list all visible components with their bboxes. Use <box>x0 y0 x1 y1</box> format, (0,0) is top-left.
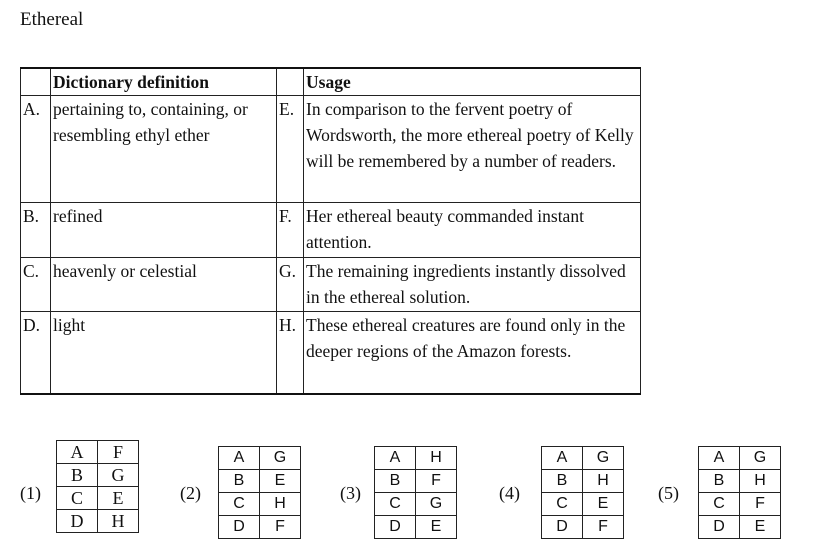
option-4-grid[interactable] <box>541 446 624 539</box>
grid-cell: A <box>375 447 416 470</box>
header-definition: Dictionary definition <box>51 68 277 96</box>
grid-cell: A <box>699 447 740 470</box>
row-letter: D. <box>21 312 51 394</box>
grid-cell: H <box>416 447 457 470</box>
row-usage: These ethereal creatures are found only in the deeper regions of the Amazon forests. <box>304 312 641 394</box>
grid-cell: A <box>542 447 583 470</box>
grid-cell: B <box>57 464 98 487</box>
row-letter: A. <box>21 96 51 203</box>
grid-cell: C <box>542 493 583 516</box>
table-row <box>21 96 641 203</box>
grid-cell: D <box>699 516 740 539</box>
grid-cell: B <box>375 470 416 493</box>
grid-cell: F <box>740 493 781 516</box>
row-usage: In comparison to the fervent poetry of Wordsworth, the more ethereal poetry of Kelly will be remembered by a number of readers. <box>304 96 641 203</box>
row-usage: Her ethereal beauty commanded instant attention. <box>304 203 641 258</box>
option-1-label: (1) <box>20 483 41 503</box>
grid-cell: H <box>583 470 624 493</box>
grid-cell: B <box>219 470 260 493</box>
grid-cell: C <box>57 487 98 510</box>
grid-cell: H <box>740 470 781 493</box>
grid-cell: G <box>416 493 457 516</box>
row-usage-letter: G. <box>277 258 304 312</box>
table-row <box>21 203 641 258</box>
row-usage: The remaining ingredients instantly dissolved in the ethereal solution. <box>304 258 641 312</box>
header-blank-cell <box>277 68 304 96</box>
grid-cell: E <box>583 493 624 516</box>
option-2-label: (2) <box>180 483 201 503</box>
grid-cell: F <box>98 441 139 464</box>
grid-cell: C <box>699 493 740 516</box>
row-usage-letter: F. <box>277 203 304 258</box>
grid-cell: C <box>219 493 260 516</box>
grid-cell: D <box>57 510 98 533</box>
grid-cell: E <box>260 470 301 493</box>
definition-usage-table <box>20 67 641 395</box>
option-4-label: (4) <box>499 483 520 503</box>
row-usage-letter: E. <box>277 96 304 203</box>
grid-cell: B <box>699 470 740 493</box>
grid-cell: E <box>416 516 457 539</box>
grid-cell: D <box>219 516 260 539</box>
grid-cell: E <box>98 487 139 510</box>
grid-cell: G <box>98 464 139 487</box>
grid-cell: G <box>260 447 301 470</box>
header-usage: Usage <box>304 68 641 96</box>
row-letter: B. <box>21 203 51 258</box>
row-definition: refined <box>51 203 277 258</box>
grid-cell: C <box>375 493 416 516</box>
row-definition: pertaining to, containing, or resembling ethyl ether <box>51 96 277 203</box>
grid-cell: B <box>542 470 583 493</box>
option-3-label: (3) <box>340 483 361 503</box>
grid-cell: H <box>98 510 139 533</box>
option-3-grid[interactable] <box>374 446 457 539</box>
grid-cell: D <box>375 516 416 539</box>
option-5-label: (5) <box>658 483 679 503</box>
grid-cell: F <box>583 516 624 539</box>
table-row <box>21 258 641 312</box>
row-definition: light <box>51 312 277 394</box>
option-1-grid[interactable] <box>56 440 139 533</box>
grid-cell: D <box>542 516 583 539</box>
grid-cell: A <box>219 447 260 470</box>
grid-cell: F <box>416 470 457 493</box>
row-definition: heavenly or celestial <box>51 258 277 312</box>
grid-cell: F <box>260 516 301 539</box>
page-title: Ethereal <box>20 9 84 30</box>
table-row <box>21 312 641 394</box>
row-usage-letter: H. <box>277 312 304 394</box>
header-blank-cell <box>21 68 51 96</box>
option-2-grid[interactable] <box>218 446 301 539</box>
row-letter: C. <box>21 258 51 312</box>
option-5-grid[interactable] <box>698 446 781 539</box>
grid-cell: G <box>740 447 781 470</box>
grid-cell: H <box>260 493 301 516</box>
table-header-row <box>21 68 641 96</box>
grid-cell: A <box>57 441 98 464</box>
grid-cell: E <box>740 516 781 539</box>
grid-cell: G <box>583 447 624 470</box>
